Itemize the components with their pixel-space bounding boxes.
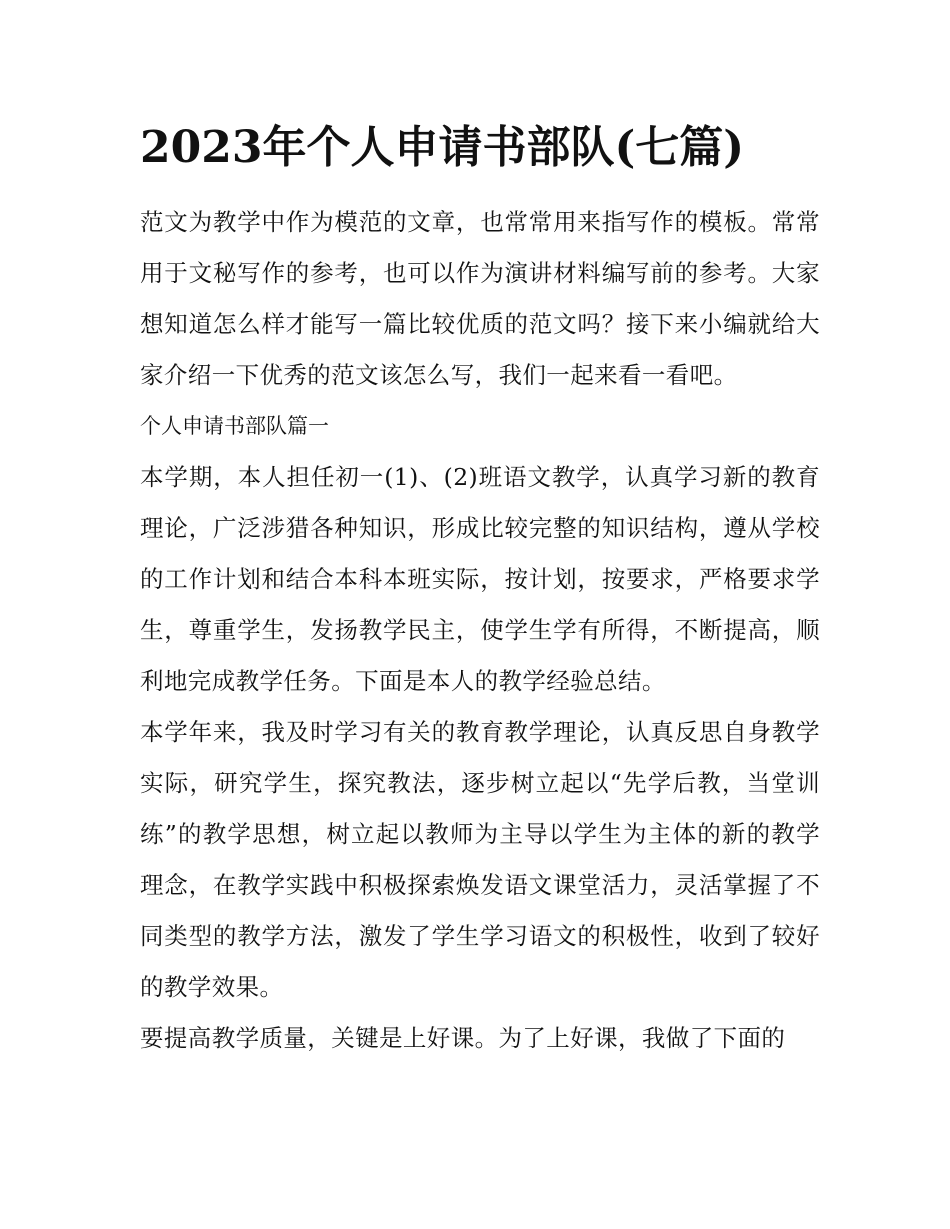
document-title: 2023年个人申请书部队(七篇) (140, 122, 745, 173)
intro-paragraph: 范文为教学中作为模范的文章，也常常用来指写作的模板。常常用于文秘写作的参考，也可以作为演讲材料编写前的参考。大家想知道怎么样才能写一篇比较优质的范文吗？接下来小编就给大家介绍一下优秀的范文该怎么写，我们一起来看一看吧。 (140, 208, 820, 389)
body-paragraph-3: 要提高教学质量，关键是上好课。为了上好课，我做了下面的 (140, 1024, 786, 1052)
body-paragraph-1: 本学期，本人担任初一(1)、(2)班语文教学，认真学习新的教育理论，广泛涉猎各种知识，形成比较完整的知识结构，遵从学校的工作计划和结合本科本班实际，按计划，按要求，严格要求学生，尊重学生，发扬教学民主，使学生学有所得，不断提高，顺利地完成教学任务。下面是本人的教学经验总结。 (140, 463, 820, 695)
body-paragraph-2: 本学年来，我及时学习有关的教育教学理论，认真反思自身教学实际，研究学生，探究教法，逐步树立起以“先学后教，当堂训练”的教学思想，树立起以教师为主导以学生为主体的新的教学理念，在教学实践中积极探索焕发语文课堂活力，灵活掌握了不同类型的教学方法，激发了学生学习语文的积极性，收到了较好的教学效果。 (140, 718, 820, 1001)
section-heading: 个人申请书部队篇一 (140, 414, 329, 438)
document-body (140, 197, 820, 1064)
